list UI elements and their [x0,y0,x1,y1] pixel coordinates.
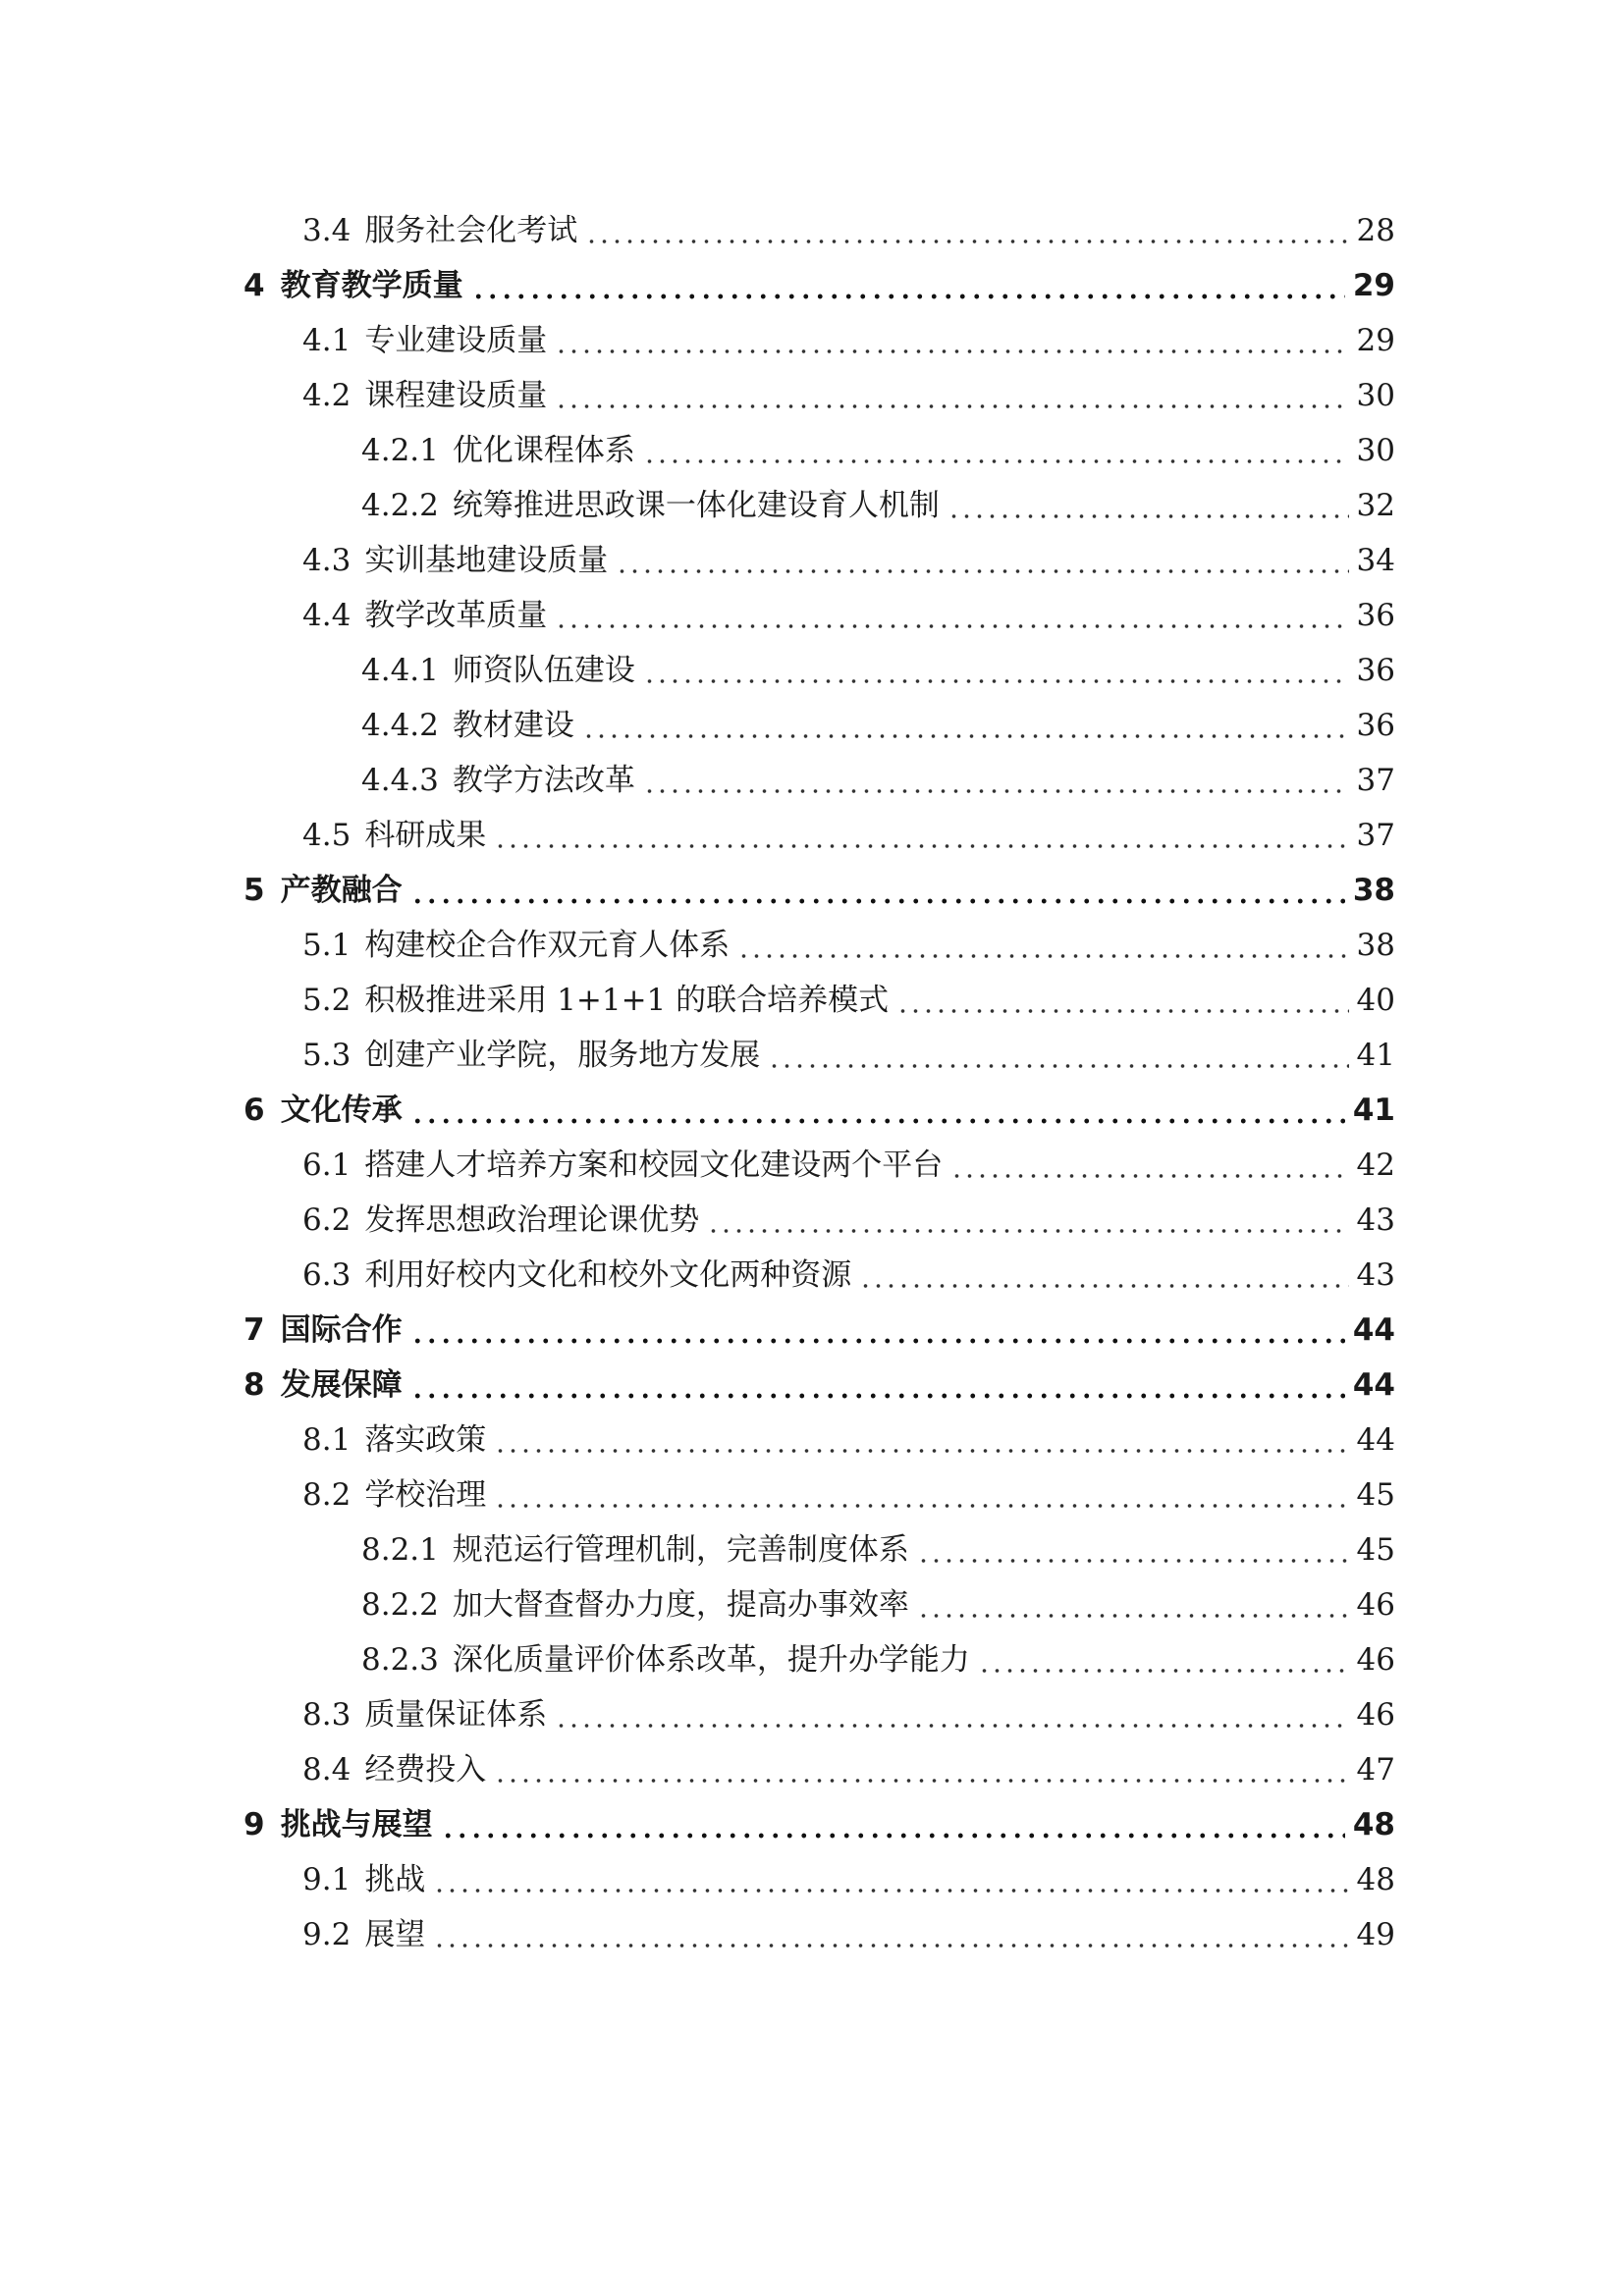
toc-entry-title: 教育教学质量 [280,268,463,303]
dot-leader [737,918,1348,973]
dot-leader [494,1468,1348,1522]
toc-entry-title: 教学改革质量 [364,598,548,633]
toc-entry-level-2[interactable] [0,808,1624,863]
toc-entry-level-2[interactable] [0,1138,1624,1193]
toc-entry-number: 9 [244,1807,265,1842]
toc-entry-level-2[interactable] [0,1028,1624,1083]
dot-leader [768,1028,1348,1083]
toc-entry-level-1[interactable] [0,863,1624,918]
toc-entry-title: 加大督查督办力度，提高办事效率 [452,1587,909,1623]
toc-entry-title: 利用好校内文化和校外文化两种资源 [364,1257,852,1293]
toc-entry-title: 规范运行管理机制，完善制度体系 [452,1532,909,1568]
toc-entry-level-2[interactable] [0,368,1624,423]
dot-leader [410,1083,1345,1138]
toc-entry-title: 展望 [364,1917,426,1952]
toc-entry-number: 6.2 [302,1202,352,1238]
toc-entry-page-number: 46 [1356,1642,1395,1678]
toc-entry-page-number: 28 [1356,213,1395,248]
dot-leader [896,973,1348,1028]
toc-entry-page-number: 48 [1356,1862,1395,1897]
toc-entry-title: 挑战与展望 [280,1807,433,1842]
toc-entry-number: 6 [244,1093,265,1128]
toc-entry-page-number: 37 [1356,763,1395,798]
toc-entry-title: 经费投入 [364,1752,487,1788]
dot-leader [555,368,1348,423]
toc-entry-level-2[interactable] [0,1193,1624,1248]
toc-entry-level-3[interactable] [0,423,1624,478]
toc-entry-page-number: 29 [1356,323,1395,358]
toc-entry-page-number: 37 [1356,818,1395,853]
toc-entry-title: 质量保证体系 [364,1697,548,1733]
toc-entry-number: 8.4 [302,1752,352,1788]
toc-entry-level-2[interactable] [0,973,1624,1028]
toc-entry-page-number: 34 [1356,543,1395,578]
toc-entry-number: 4 [244,268,265,303]
dot-leader [585,203,1348,258]
toc-entry-level-3[interactable] [0,698,1624,753]
toc-entry-page-number: 41 [1356,1038,1395,1073]
toc-entry-title: 创建产业学院，服务地方发展 [364,1038,761,1073]
toc-entry-level-1[interactable] [0,1083,1624,1138]
toc-entry-level-2[interactable] [0,1852,1624,1907]
toc-entry-title: 发展保障 [280,1367,403,1403]
toc-entry-page-number: 46 [1356,1697,1395,1733]
toc-entry-page-number: 38 [1352,873,1395,908]
dot-leader [616,533,1348,588]
dot-leader [441,1797,1345,1852]
toc-entry-level-2[interactable] [0,918,1624,973]
toc-entry-page-number: 42 [1356,1148,1395,1183]
toc-entry-level-2[interactable] [0,1687,1624,1742]
dot-leader [643,423,1349,478]
dot-leader [950,1138,1348,1193]
toc-entry-page-number: 43 [1356,1257,1395,1293]
toc-entry-level-2[interactable] [0,1742,1624,1797]
toc-entry-page-number: 45 [1356,1532,1395,1568]
toc-entry-level-1[interactable] [0,1797,1624,1852]
toc-entry-page-number: 41 [1352,1093,1395,1128]
dot-leader [555,1687,1348,1742]
toc-entry-number: 5.3 [302,1038,352,1073]
toc-entry-title: 积极推进采用 1+1+1 的联合培养模式 [364,983,890,1018]
toc-entry-page-number: 40 [1356,983,1395,1018]
toc-entry-page-number: 30 [1356,378,1395,413]
toc-entry-page-number: 48 [1352,1807,1395,1842]
toc-entry-title: 产教融合 [280,873,403,908]
toc-entry-page-number: 30 [1356,433,1395,468]
toc-entry-level-2[interactable] [0,1907,1624,1962]
toc-entry-level-3[interactable] [0,478,1624,533]
toc-entry-title: 统筹推进思政课一体化建设育人机制 [452,488,940,523]
toc-entry-level-3[interactable] [0,1577,1624,1632]
dot-leader [410,863,1345,918]
dot-leader [859,1248,1348,1303]
dot-leader [917,1577,1349,1632]
dot-leader [582,698,1349,753]
toc-entry-number: 5 [244,873,265,908]
dot-leader [947,478,1349,533]
toc-entry-number: 4.4.3 [361,763,439,798]
toc-entry-number: 8.2.1 [361,1532,439,1568]
dot-leader [433,1852,1348,1907]
toc-entry-number: 7 [244,1312,265,1348]
toc-entry-page-number: 36 [1356,708,1395,743]
toc-entry-number: 4.2.2 [361,488,439,523]
toc-entry-number: 8.2.3 [361,1642,439,1678]
toc-entry-level-3[interactable] [0,1632,1624,1687]
toc-entry-level-3[interactable] [0,753,1624,808]
toc-entry-number: 4.2 [302,378,352,413]
toc-entry-page-number: 44 [1352,1312,1395,1348]
toc-entry-title: 优化课程体系 [452,433,635,468]
toc-entry-page-number: 43 [1356,1202,1395,1238]
toc-entry-number: 6.3 [302,1257,352,1293]
dot-leader [555,588,1348,643]
toc-entry-title: 科研成果 [364,818,487,853]
toc-entry-title: 国际合作 [280,1312,403,1348]
dot-leader [410,1358,1345,1413]
toc-entry-level-1[interactable] [0,1303,1624,1358]
toc-entry-number: 4.4.1 [361,653,439,688]
toc-entry-title: 学校治理 [364,1477,487,1513]
dot-leader [494,1413,1348,1468]
toc-entry-level-2[interactable] [0,533,1624,588]
toc-entry-number: 9.2 [302,1917,352,1952]
dot-leader [643,753,1349,808]
toc-entry-number: 4.3 [302,543,352,578]
toc-entry-page-number: 32 [1356,488,1395,523]
toc-entry-number: 8.2 [302,1477,352,1513]
toc-entry-title: 教学方法改革 [452,763,635,798]
dot-leader [433,1907,1348,1962]
toc-entry-page-number: 44 [1352,1367,1395,1403]
toc-entry-title: 服务社会化考试 [364,213,578,248]
toc-entry-page-number: 36 [1356,653,1395,688]
dot-leader [707,1193,1348,1248]
toc-entry-level-2[interactable] [0,1468,1624,1522]
dot-leader [917,1522,1349,1577]
toc-entry-page-number: 36 [1356,598,1395,633]
toc-entry-page-number: 38 [1356,928,1395,963]
toc-entry-title: 文化传承 [280,1093,403,1128]
toc-entry-number: 6.1 [302,1148,352,1183]
toc-entry-title: 发挥思想政治理论课优势 [364,1202,700,1238]
toc-entry-title: 教材建设 [452,708,574,743]
toc-entry-level-2[interactable] [0,203,1624,258]
toc-entry-title: 搭建人才培养方案和校园文化建设两个平台 [364,1148,944,1183]
toc-entry-number: 9.1 [302,1862,352,1897]
toc-entry-number: 3.4 [302,213,352,248]
toc-entry-title: 实训基地建设质量 [364,543,609,578]
toc-entry-level-2[interactable] [0,1248,1624,1303]
toc-entry-number: 5.2 [302,983,352,1018]
toc-entry-level-2[interactable] [0,588,1624,643]
toc-entry-title: 课程建设质量 [364,378,548,413]
toc-entry-level-2[interactable] [0,1413,1624,1468]
toc-entry-number: 8 [244,1367,265,1403]
toc-entry-number: 4.4 [302,598,352,633]
toc-entry-number: 8.3 [302,1697,352,1733]
toc-entry-level-1[interactable] [0,258,1624,313]
toc-entry-level-3[interactable] [0,643,1624,698]
toc-entry-number: 4.2.1 [361,433,439,468]
dot-leader [643,643,1349,698]
toc-entry-title: 挑战 [364,1862,426,1897]
toc-entry-title: 师资队伍建设 [452,653,635,688]
dot-leader [978,1632,1349,1687]
toc-entry-number: 4.4.2 [361,708,439,743]
toc-entry-page-number: 29 [1352,268,1395,303]
toc-entry-number: 5.1 [302,928,352,963]
toc-entry-number: 4.5 [302,818,352,853]
toc-entry-title: 深化质量评价体系改革，提升办学能力 [452,1642,970,1678]
dot-leader [471,258,1345,313]
dot-leader [410,1303,1345,1358]
toc-entry-page-number: 47 [1356,1752,1395,1788]
dot-leader [494,1742,1348,1797]
dot-leader [494,808,1348,863]
toc-entry-number: 8.1 [302,1422,352,1458]
toc-entry-page-number: 45 [1356,1477,1395,1513]
toc-entry-level-2[interactable] [0,313,1624,368]
toc-entry-title: 构建校企合作双元育人体系 [364,928,731,963]
toc-entry-page-number: 46 [1356,1587,1395,1623]
toc-entry-page-number: 44 [1356,1422,1395,1458]
toc-entry-page-number: 49 [1356,1917,1395,1952]
toc-entry-number: 8.2.2 [361,1587,439,1623]
toc-entry-level-1[interactable] [0,1358,1624,1413]
toc-entry-level-3[interactable] [0,1522,1624,1577]
dot-leader [555,313,1348,368]
table-of-contents [0,203,1624,1962]
toc-entry-number: 4.1 [302,323,352,358]
toc-entry-title: 落实政策 [364,1422,487,1458]
toc-entry-title: 专业建设质量 [364,323,548,358]
